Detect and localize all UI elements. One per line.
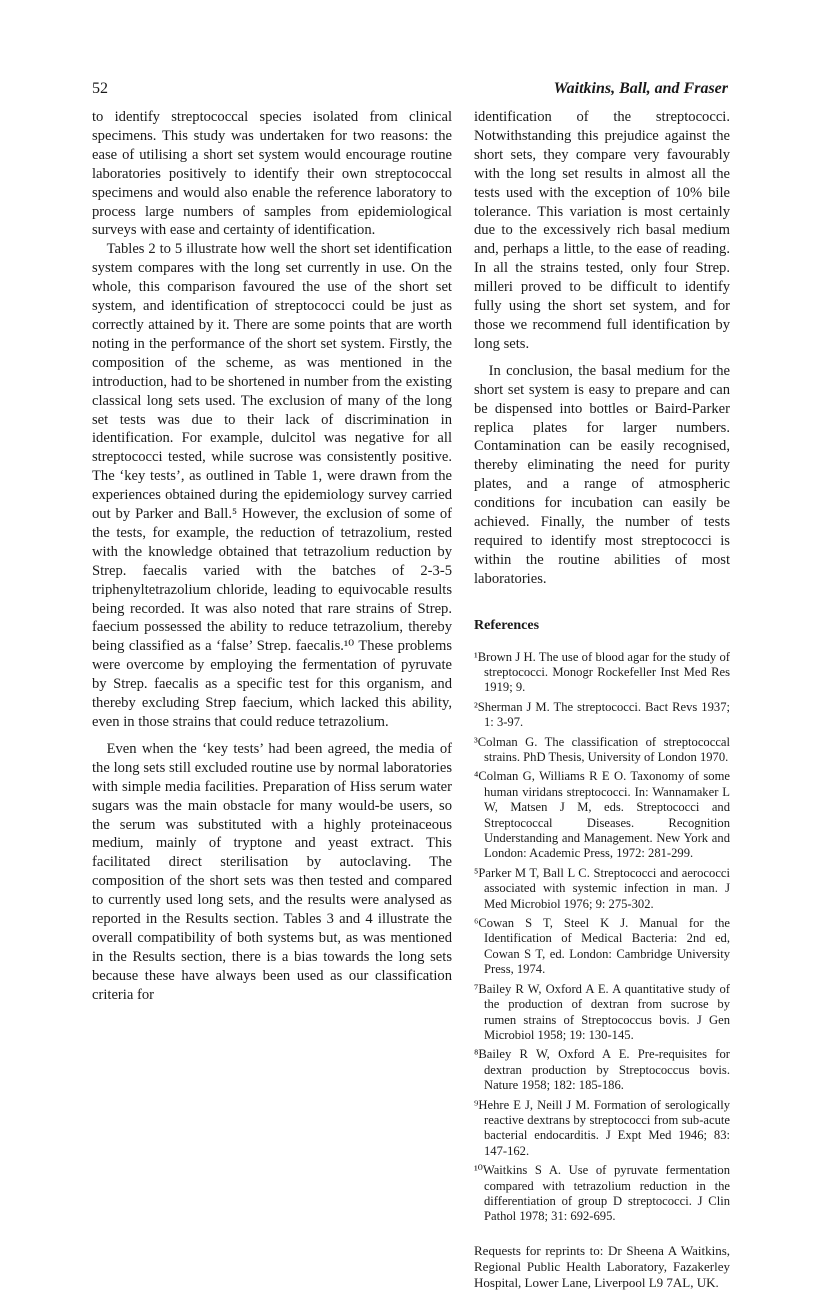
reprint-request: Requests for reprints to: Dr Sheena A Waitkins, Regional Public Health Laboratory, Fazakerley Hospital, Lower Lane, Liverpool L9 7AL, UK. — [474, 1242, 730, 1290]
body-paragraph: identification of the streptococci. Notwithstanding this prejudice against the short sets, they compare very favourably with the long set results in almost all the tests used with the exception of 10% bile tolerance. This variation is most certainly due to the excessively rich basal medium and, perhaps a little, to the ease of reading. In all the strains tested, only four Strep. milleri proved to be difficult to identify fully using the short set system, and for those we recommend full identification by long sets. — [474, 109, 730, 352]
reference-item: ⁷Bailey R W, Oxford A E. A quantitative study of the production of dextran from sucrose by rumen strains of Streptococcus bovis. J Gen Microbiol 1958; 19: 130-145. — [474, 981, 730, 1042]
references-heading: References — [474, 617, 540, 633]
left-column — [92, 108, 452, 1005]
reference-item: ²Sherman J M. The streptococci. Bact Revs 1937; 1: 3-97. — [474, 699, 730, 730]
reference-item: ¹⁰Waitkins S A. Use of pyruvate fermentation compared with tetrazolium reduction in the differentiation of group D streptococci. J Clin Pathol 1978; 31: 692-695. — [474, 1163, 730, 1224]
body-paragraph: In conclusion, the basal medium for the short set system is easy to prepare and can be dispensed into bottles or Baird-Parker replica plates for larger numbers. Contamination can be easily recognised, thereby eliminating the need for purity plates, and a range of atmospheric conditions for incubation can easily be achieved. Finally, the number of tests required to identify most streptococci is within the routine abilities of most laboratories. — [474, 362, 730, 587]
reference-item: ⁹Hehre E J, Neill J M. Formation of serologically reactive dextrans by streptococci from sub-acute bacterial endocarditis. J Expt Med 1946; 83: 147-162. — [474, 1097, 730, 1158]
reference-item: ⁶Cowan S T, Steel K J. Manual for the Identification of Medical Bacteria: 2nd ed, Cowan S T, ed. London: Cambridge University Press, 1974. — [474, 916, 730, 977]
right-column — [474, 108, 730, 1291]
reference-list — [474, 650, 730, 1225]
reference-item: ⁴Colman G, Williams R E O. Taxonomy of some human viridans streptococci. In: Wannamaker L W, Matsen J M, eds. Streptococci and Streptococcal Diseases. Recognition Understanding and Management. New York and London: Academic Press, 1972: 281-299. — [474, 769, 730, 861]
body-paragraph: Tables 2 to 5 illustrate how well the short set identification system compares with the long set currently in use. On the whole, this comparison favoured the use of the short set system, and identification of streptococci could be just as correctly attained by it. There are some points that are worth noting in the performance of the short set system. Firstly, the composition of the scheme, as was mentioned in the introduction, had to be shortened in number from the existing classical long sets used. The exclusion of many of the long set tests was due to their lack of discrimination in identification. For example, dulcitol was negative for all streptococci tested, while sucrose was consistently positive. The ‘key tests’, as outlined in Table 1, were drawn from the experiences obtained during the epidemiology survey carried out by Parker and Ball.⁵ However, the exclusion of some of the tests, for example, the reduction of tetrazolium, rested with the knowledge obtained that tetrazolium reduction by Strep. faecalis varied with the batches of 2-3-5 triphenyltetrazolium chloride, leading to equivocable results being recorded. It was also noted that rare strains of Strep. faecium possessed the ability to reduce tetrazolium, thereby being classified as a ‘false’ Strep. faecalis.¹⁰ These problems were overcome by employing the fermentation of pyruvate by Strep. faecalis as a specific test for this organism, and thereby excluding Strep faecium, which lacked this ability, even in those strains that could reduce tetrazolium. — [92, 241, 452, 730]
reference-item: ¹Brown J H. The use of blood agar for the study of streptococci. Monogr Rockefeller Inst Med Res 1919; 9. — [474, 649, 730, 695]
reference-item: ⁸Bailey R W, Oxford A E. Pre-requisites for dextran production by Streptococcus bovis. Nature 1958; 182: 185-186. — [474, 1047, 730, 1093]
reference-item: ⁵Parker M T, Ball L C. Streptococci and aerococci associated with systemic infection in man. J Med Microbiol 1976; 9: 275-302. — [474, 865, 730, 911]
running-head-authors: Waitkins, Ball, and Fraser — [553, 80, 728, 97]
page-number: 52 — [92, 80, 108, 97]
reference-item: ³Colman G. The classification of streptococcal strains. PhD Thesis, University of London 1970. — [474, 734, 730, 764]
body-paragraph: to identify streptococcal species isolated from clinical specimens. This study was undertaken for two reasons: the ease of utilising a short set system would encourage routine laboratories positively to identify their own streptococcal specimens and would also enable the reference laboratory to process large numbers of samples from epidemiological surveys with ease and certainty of identification. — [92, 109, 452, 239]
body-paragraph: Even when the ‘key tests’ had been agreed, the media of the long sets still excluded routine use by normal laboratories with simple media facilities. Preparation of Hiss serum water sugars was the main obstacle for many would-be users, so the serum was substituted with a highly proteinaceous medium, mainly of tryptone and yeast extract. This facilitated direct sterilisation by autoclaving. The composition of the short sets was then tested and compared to currently used long sets, and the results were analysed as reported in the Results section. Tables 3 and 4 illustrate the overall compatibility of both systems but, as was mentioned in the Results section, there is a bias towards the long sets because these have always been used as our classification criteria for — [92, 740, 452, 1003]
